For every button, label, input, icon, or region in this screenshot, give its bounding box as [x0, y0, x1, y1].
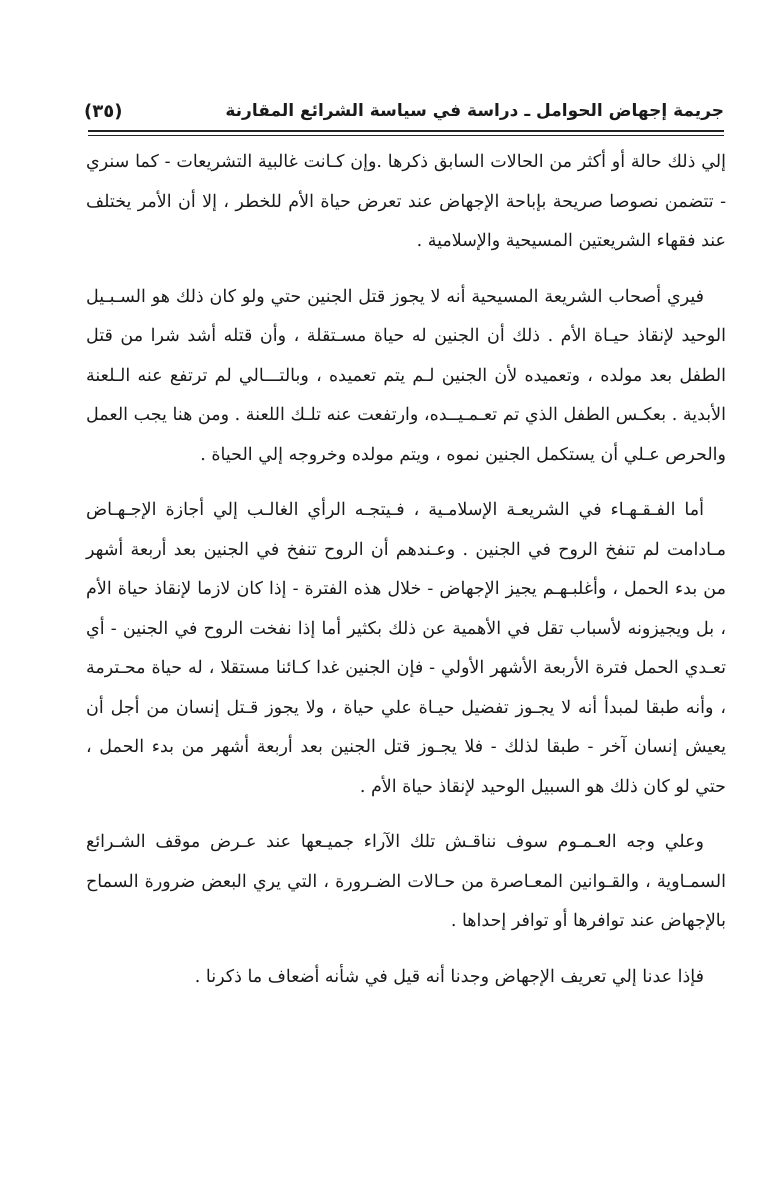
- paragraph-christian-view: فيري أصحاب الشريعة المسيحية أنه لا يجوز قتل الجنين حتي ولو كان ذلك هو السـبـيل الوحيد لإنقاذ حيـاة الأم . ذلك أن الجنين له حياة مسـتقلة ، وأن قتله أشد شرا من قتل الطفل بعد مولده ، وتعميده لأن الجنين لـم يتم تعميده ، وبالتـــالي لم ترتفع عنه الـلعنة الأبدية . بعكـس الطفل الذي تم تعـمـيــده، وارتفعت عنه تلـك اللعنة . ومن هنا يجب العمل والحرص عـلي أن يستكمل الجنين نموه ، ويتم مولده وخروجه إلي الحياة .: [86, 286, 726, 465]
- running-header: [84, 96, 724, 126]
- running-title: جريمة إجهاض الحوامل ـ دراسة في سياسة الشرائع المقارنة: [225, 101, 724, 121]
- header-divider: [88, 130, 724, 132]
- body-text: [86, 143, 726, 997]
- page-number: (٣٥): [84, 100, 123, 122]
- paragraph-general-note: وعلي وجه العـمـوم سوف نناقـش تلك الآراء جميـعها عند عـرض موقف الشـرائع السمـاوية ، والقـوانين المعـاصرة من حـالات الضـرورة ، التي يري البعض ضرورة السماح بالإجهاض عند توافرها أو توافر إحداها .: [86, 832, 726, 931]
- paragraph-definition: فإذا عدنا إلي تعريف الإجهاض وجدنا أنه قيل في شأنه أضعاف ما ذكرنا .: [194, 966, 704, 987]
- paragraph-islamic-view: أما الفـقـهـاء في الشريعـة الإسلامـية ، فـيتجـه الرأي الغالـب إلي أجازة الإجـهـاض مـادامت لم تنفخ الروح في الجنين . وعـندهم أن الروح تنفخ في الجنين بعد أربعة أشهر من بدء الحمل ، وأغلبـهـم يجيز الإجهاض - خلال هذه الفترة - إذا كان لازما لإنقاذ حياة الأم ، بل ويجيزونه لأسباب تقل في الأهمية عن ذلك بكثير أما إذا نفخت الروح في الجنين - أي تعـدي الحمل فترة الأربعة الأشهر الأولي - فإن الجنين غدا كـائنا مستقلا ، له حياة محـترمة ، وأنه طبقا لمبدأ أنه لا يجـوز تفضيل حيـاة علي حياة ، ولا يجوز قـتل إنسان من أجل أن يعيش إنسان آخر - طبقا لذلك - فلا يجـوز قتل الجنين بعد أربعة أشهر من بدء الحمل ، حتي لو كان ذلك هو السبيل الوحيد لإنقاذ حياة الأم .: [86, 500, 726, 797]
- paragraph-continuation: إلي ذلك حالة أو أكثر من الحالات السابق ذكرها .وإن كـانت غالبية التشريعات - كما سنري - تتضمن نصوصا صريحة بإباحة الإجهاض عند تعرض حياة الأم للخطر ، إلا أن الأمر يختلف عند فقهاء الشريعتين المسيحية والإسلامية .: [86, 152, 726, 251]
